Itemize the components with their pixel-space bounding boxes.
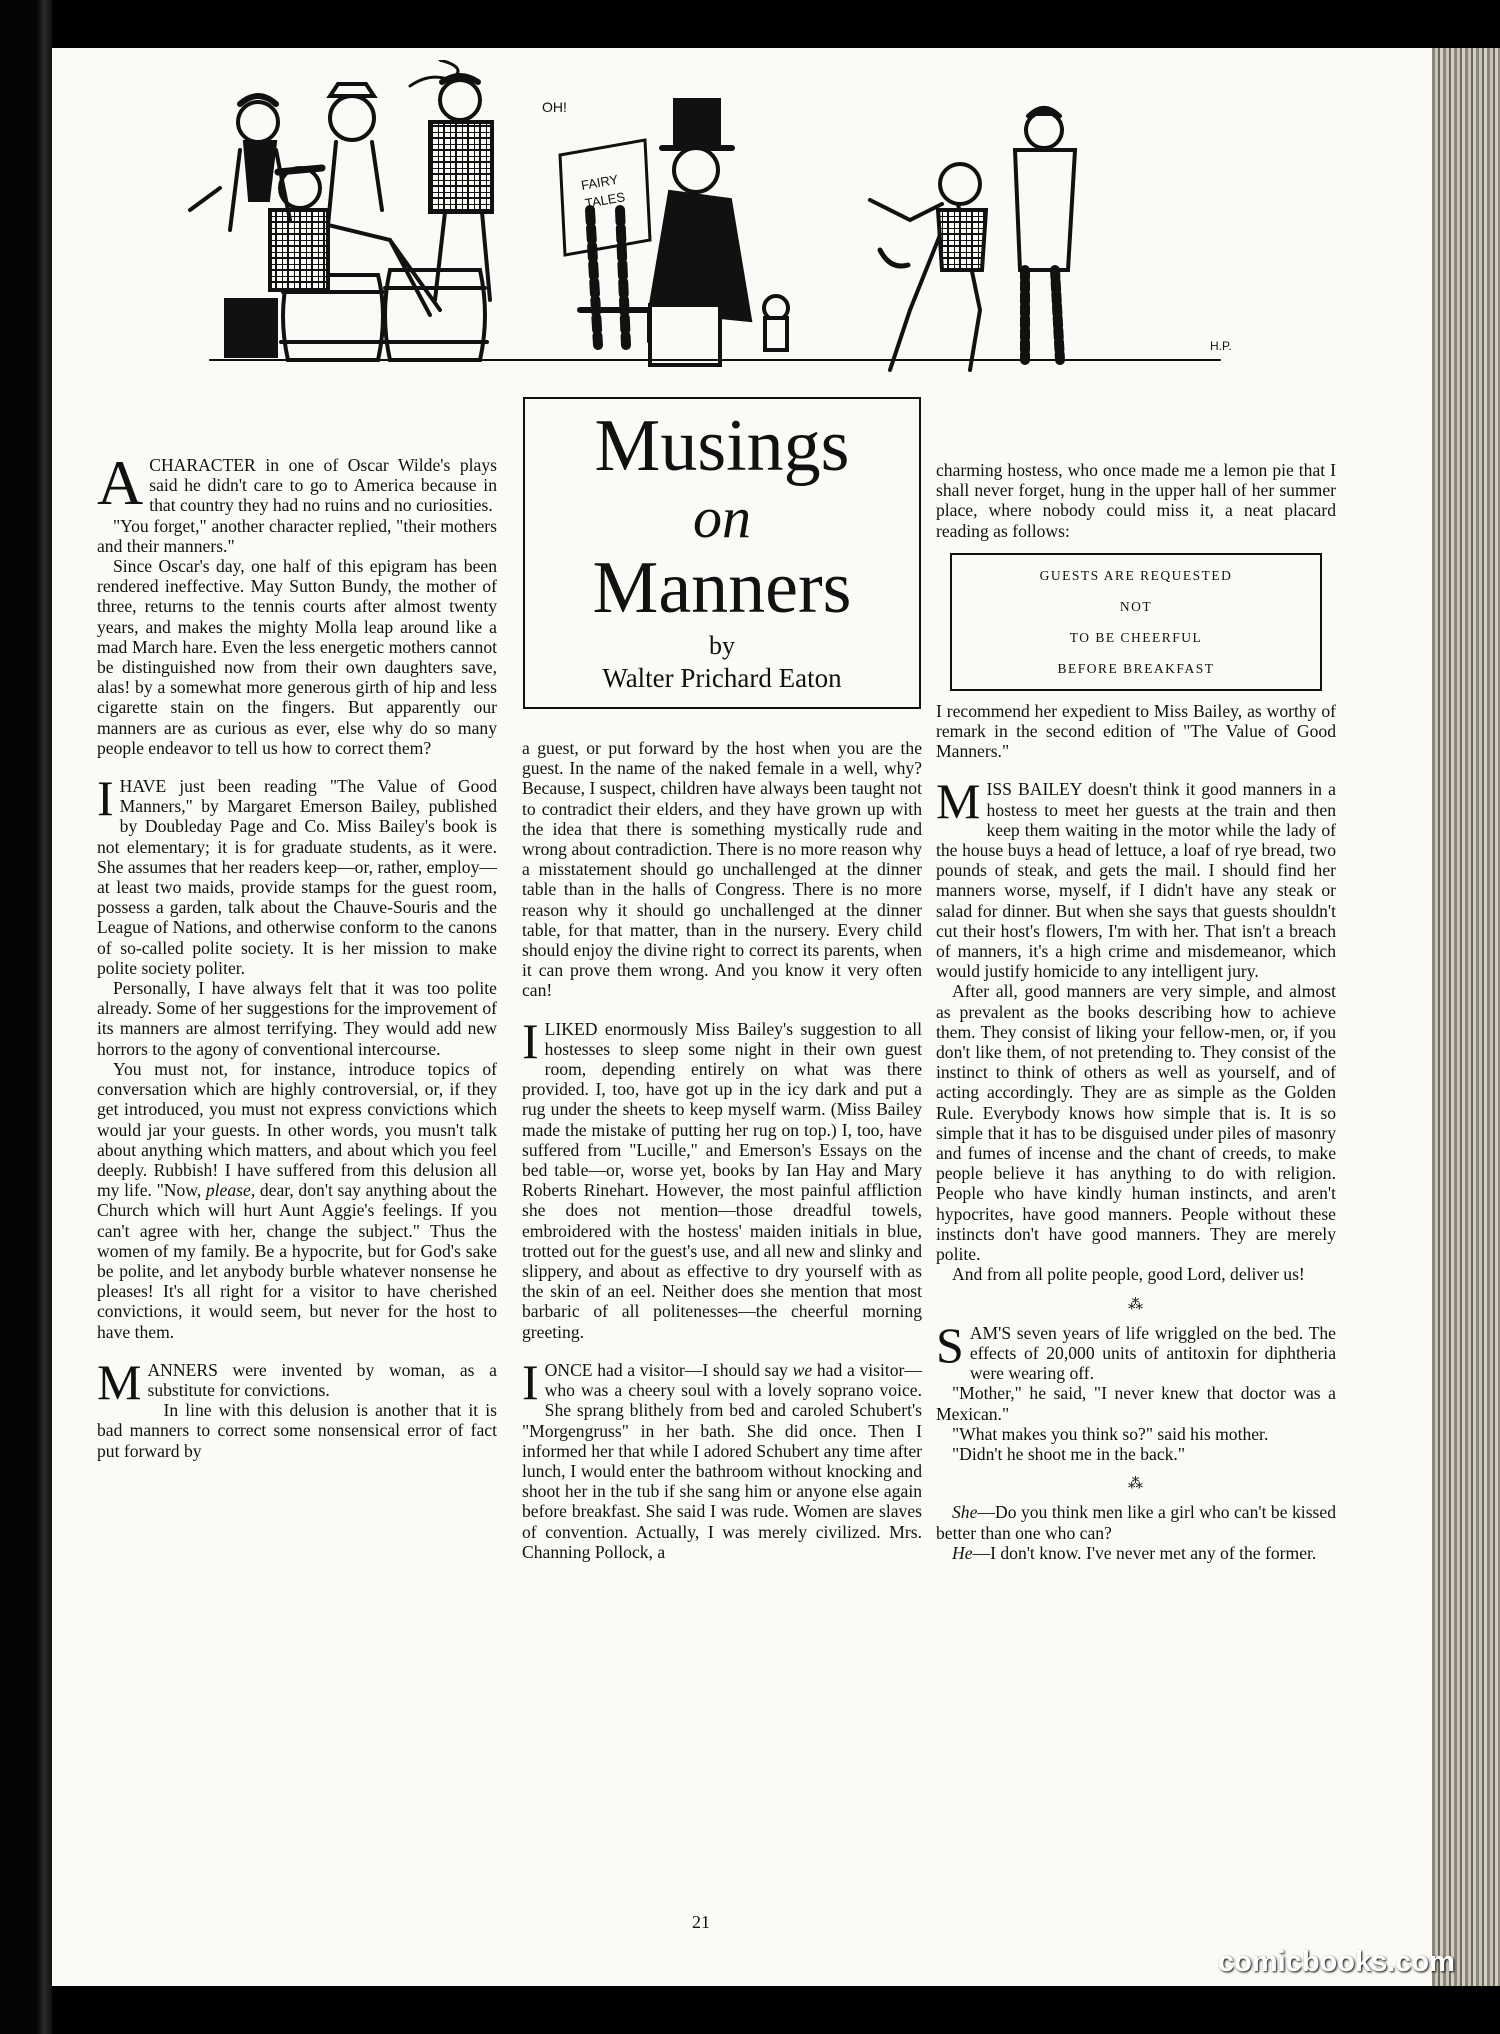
page-number: 21 (692, 1912, 710, 1932)
paragraph (97, 447, 497, 518)
paragraph-text: ISS BAILEY doesn't think it good manners in a hostess to meet her guests at the train and then keep them waiting in the motor while the lady of the house buys a head of lettuce, a loaf of rye bread, two pounds of steak, and gets the mail. I should find her manners worse, myself, if I didn't have any steak or salad for dinner. But when she says that guests shouldn't cut their host's flowers, I'm with her. That isn't a breach of manners, it's a high crime and misdemeanor, which would justify homicide to any intelligent jury. (936, 779, 1336, 982)
paragraph-text: , dear, don't say anything about the Church which will hurt Aunt Aggie's feelings. If you can't agree with her, change the subject." Thus the women of my family. Be a hypocrite, but for God's sake be polite, and let anybody burble whatever nonsense he pleases! It's all right for a visitor to have cherished convictions, it would seem, but never for the host to have them. (97, 1180, 497, 1342)
artist-signature: H.P. (1210, 339, 1232, 353)
section-dingbat: ⁂ (1128, 1476, 1144, 1493)
pipe (880, 250, 908, 266)
drop-cap: S (936, 1316, 964, 1373)
figure-pipe-smoker (330, 96, 374, 140)
paragraph: charming hostess, who once made me a lemon pie that I shall never forget, hung in the upper hall of her summer place, where nobody could miss it, a neat placard reading as follows: (936, 460, 1336, 541)
placard-line: TO BE CHEERFUL (1069, 629, 1203, 645)
paragraph (936, 773, 1336, 982)
figure-scarf-man (238, 102, 278, 142)
paragraph: And from all polite people, good Lord, deliver us! (952, 1264, 1305, 1285)
book-page-edges (1432, 48, 1500, 1986)
emphasis: we (792, 1359, 813, 1380)
byline-by: by (709, 631, 735, 660)
figure-top-hat-reader (674, 148, 718, 192)
paragraph (522, 1012, 922, 1342)
paragraph (97, 1353, 497, 1410)
article-title-box (523, 397, 921, 709)
figure-checkered-sitter (270, 210, 328, 290)
article-column-1 (97, 447, 497, 1461)
suitcase (226, 300, 276, 356)
speaker-label: She (952, 1502, 978, 1523)
drop-cap: M (97, 1353, 142, 1410)
header-cartoon-illustration (90, 60, 1320, 410)
emphasis: please (205, 1180, 251, 1201)
drop-cap: M (936, 773, 981, 830)
paragraph-text: had a visitor—who was a cheery soul with a lovely soprano voice. She sprang blithely from bed and caroled Schubert's "Morgengruss" in her bath. She did once. Then I informed her that while I adored Schubert any time after lunch, I would enter the bathroom without knocking and shoot her in the tub if she sang him or anyone else again before breakfast. She said I was rude. Women are slaves of convention. Actually, I was merely civilized. Mrs. Channing Pollock, a (522, 1359, 922, 1562)
paragraph-text: —I don't know. I've never met any of the former. (972, 1542, 1317, 1563)
section-dingbat: ⁂ (1128, 1296, 1144, 1313)
speaker-label: He (952, 1542, 973, 1563)
watermark: comicbooks.com (1218, 1946, 1455, 1978)
paragraph: "You forget," another character replied, "their mothers and their manners." (97, 515, 497, 556)
paragraph (936, 1543, 1336, 1563)
paragraph-text: ANNERS were invented by woman, as a substitute for convictions. (147, 1359, 497, 1400)
drop-cap: I (522, 1012, 539, 1069)
title-word-musings: Musings (594, 405, 850, 487)
paragraph: After all, good manners are very simple, and almost as prevalent as the books describing how to achieve them. They consist of liking your fellow-men, or, if you don't like them, of not pretending to. They consist of the instinct to think of others as well as yourself, and of acting accordingly. They are as simple as the Golden Rule. Everybody knows how simple that is. It is so simple that it has to be disguised under piles of masonry and fumes of incense and the chant of creeds, to make people believe it has anything to do with religion. People who have kindly human instincts, and aren't hypocrites, have good manners. People without these instincts don't have good manners. They are merely polite. (936, 981, 1336, 1265)
paragraph (97, 770, 497, 978)
paragraph: "Mother," he said, "I never knew that doctor was a Mexican." (936, 1383, 1336, 1424)
paragraph (522, 1353, 922, 1562)
book-gutter (0, 0, 52, 2034)
paragraph-text: LIKED enormously Miss Bailey's suggestion to all hostesses to sleep some night in their own guest room, depending entirely on what was there provided. I, too, have got up in the icy dark and put a rug under the sheets to keep myself warm. (Miss Bailey made the mistake of putting her rug on top.) I, too, have suffered from "Lucille," and Emerson's Essays on the bed table—or, worse yet, books by Ian Hay and Mary Roberts Rinehart. However, the most painful affliction she does not mention—those dreadful towels, embroidered with the hostess' maiden initials in blue, trotted out for the guest's use, and all new and slinky and slippery, and about as effective to dry yourself with as the skin of an eel. Neither does she mention that most barbaric of all politenesses—the cheerful morning greeting. (522, 1018, 922, 1342)
paragraph: I recommend her expedient to Miss Bailey, as worthy of remark in the second edition of "The Value of Good Manners." (936, 700, 1336, 762)
paragraph: Since Oscar's day, one half of this epigram has been rendered ineffective. May Sutton Bundy, the mother of three, returns to the tennis courts after almost twenty years, and makes the mighty Molla leap around like a mad March hare. Even the less energetic mothers cannot be distinguished now from their own daughters save, alas! by a somewhat more generous girth of hip and less cigarette stain on the fingers. But apparently our manners are as curious as ever, else why do so many people endeavor to tell us how to correct them? (97, 556, 497, 758)
stool (650, 305, 720, 365)
drop-cap: I (97, 770, 114, 827)
paragraph: a guest, or put forward by the host when you are the guest. In the name of the naked female in a well, why? Because, I suspect, children have always been taught not to contradict their elders, and they have grown up with the idea that there is something mystically rude and wrong about contradiction. There is no more reason why a misstatement should go unchallenged at the dinner table than in the halls of Congress. There is no more reason why it should go unchallenged at the dinner table, for that matter, than in the nursery. Every child should enjoy the divine right to correct its parents, when it can prove them wrong. And you know it very often can! (522, 738, 922, 1001)
title-word-on: on (693, 485, 751, 550)
paragraph (97, 1059, 497, 1342)
paragraph-text: You must not, for instance, introduce topics of conversation which are highly controversial, or, if they get introduced, you must not express convictions which would jar your guests. In other words, you musn't talk about anything which matters, and about which you feel deeply. Rubbish! I have suffered from this delusion all my life. "Now, (97, 1058, 497, 1201)
article-column-2 (522, 738, 922, 1562)
paragraph (936, 1316, 1336, 1384)
paragraph: "Didn't he shoot me in the back." (952, 1443, 1186, 1464)
book-label-tales: TALES (583, 189, 627, 211)
drop-cap: A (97, 447, 144, 518)
title-word-manners: Manners (592, 547, 852, 629)
author-name: Walter Prichard Eaton (602, 663, 842, 693)
paragraph: In line with this delusion is another that it is bad manners to correct some nonsensical error of fact put forward by (97, 1400, 497, 1461)
placard-line: NOT (1119, 598, 1153, 614)
figure-bald-man (940, 164, 980, 204)
paragraph-text: CHARACTER in one of Oscar Wilde's plays said he didn't care to go to America because in that country they had no ruins and no curiosities. (149, 455, 497, 516)
paragraph: "What makes you think so?" said his mother. (952, 1423, 1269, 1444)
placard-line: GUESTS ARE REQUESTED (1039, 567, 1233, 583)
drop-cap: I (522, 1353, 539, 1410)
figure-derby-man (1026, 112, 1062, 148)
placard-box (950, 553, 1322, 691)
paragraph-text: ONCE had a visitor—I should say (544, 1359, 793, 1380)
paragraph (936, 1502, 1336, 1542)
paragraph: Personally, I have always felt that it was too polite already. Some of her suggestions for the improvement of its manners are almost terrifying. They would add new horrors to the agony of conventional intercourse. (97, 978, 497, 1059)
top-hat (675, 100, 719, 148)
figure-plaid-sitter (440, 80, 480, 120)
paragraph-text: —Do you think men like a girl who can't be kissed better than one who can? (936, 1502, 1336, 1543)
paragraph-text: AM'S seven years of life wriggled on the bed. The effects of 20,000 units of antitoxin for diphtheria were wearing off. (969, 1322, 1336, 1384)
article-column-3 (936, 460, 1336, 1563)
placard-line: BEFORE BREAKFAST (1057, 660, 1215, 676)
paragraph-text: HAVE just been reading "The Value of Good Manners," by Margaret Emerson Bailey, published by Doubleday Page and Co. Miss Bailey's book is not elementary; it is for graduate students, as it were. She assumes that her readers keep—or, rather, employ—at least two maids, provide stamps for the guest room, possess a garden, talk about the Chauve-Souris and the League of Nations, and otherwise conform to the canons of so-called polite society. It is her mission to make polite society politer. (97, 776, 497, 978)
book-label-fairy: FAIRY (579, 171, 620, 193)
speech-oh: OH! (542, 99, 567, 115)
